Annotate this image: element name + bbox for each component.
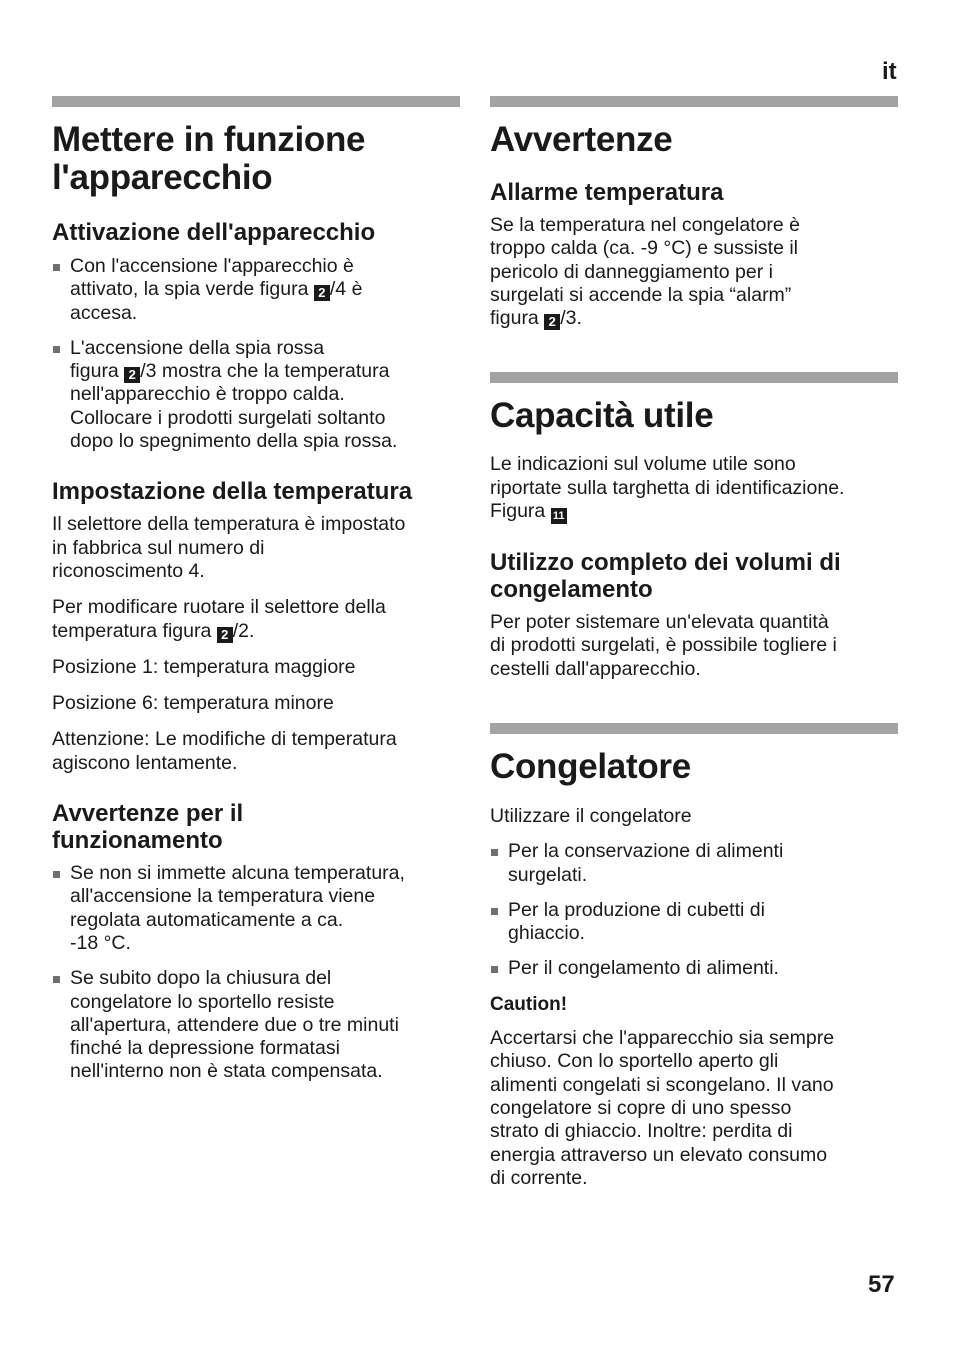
- section-title: [52, 121, 464, 197]
- subheading-volume: [490, 549, 902, 603]
- text-line: congelatore si copre di uno spesso: [490, 1096, 792, 1119]
- text-line: Le indicazioni sul volume utile sono: [490, 453, 796, 476]
- activation-list: [52, 255, 464, 453]
- list-item: [490, 899, 902, 946]
- subheading-alarm: Allarme temperatura: [490, 179, 724, 206]
- figure-ref-icon: 2: [544, 314, 560, 330]
- section-title: Avvertenze: [490, 120, 673, 159]
- title-line: l'apparecchio: [52, 158, 273, 197]
- text-line: di corrente.: [490, 1166, 588, 1189]
- text-line: Per la conservazione di alimenti: [508, 840, 784, 863]
- heading-line: funzionamento: [52, 827, 223, 855]
- text-line: alimenti congelati si scongelano. Il vano: [490, 1073, 834, 1096]
- text-line: Accertarsi che l'apparecchio sia sempre: [490, 1027, 835, 1050]
- subheading-temperature: Impostazione della temperatura: [52, 478, 413, 506]
- text-line: energia attraverso un elevato consumo: [490, 1143, 828, 1166]
- section-rule: [490, 723, 898, 734]
- text-line: figura: [70, 360, 125, 383]
- section-rule: [52, 96, 460, 107]
- attention-label: Attenzione:: [52, 728, 150, 751]
- text-line: attivato, la spia verde figura: [70, 278, 314, 301]
- bullet-icon: [53, 976, 60, 983]
- paragraph: [52, 513, 464, 583]
- text-line: Collocare i prodotti surgelati soltanto: [70, 406, 386, 429]
- text-line: Con l'accensione l'apparecchio è: [70, 255, 354, 277]
- text-line: agiscono lentamente.: [52, 751, 238, 774]
- text-line: accesa.: [70, 301, 138, 324]
- text-fragment: Le modifiche di temperatura: [149, 728, 397, 751]
- text-line: L'accensione della spia rossa: [70, 336, 325, 359]
- position-1-text: Posizione 1: temperatura maggiore: [52, 655, 356, 678]
- position-6-text: Posizione 6: temperatura minore: [52, 692, 334, 715]
- text-line: cestelli dall'apparecchio.: [490, 657, 701, 680]
- text-line: temperatura figura: [52, 619, 217, 642]
- text-line: finché la depressione formatasi: [70, 1037, 340, 1060]
- text-line: Se subito dopo la chiusura del: [70, 967, 332, 990]
- attention-note: [52, 728, 464, 775]
- list-item: [52, 862, 464, 955]
- text-line: pericolo di danneggiamento per i: [490, 260, 773, 283]
- heading-line: Avvertenze per il: [52, 800, 244, 828]
- text-line: Figura: [490, 500, 551, 523]
- text-line: Per poter sistemare un'elevata quantità: [490, 611, 829, 634]
- text-line: surgelati.: [508, 863, 588, 886]
- text-line: dopo lo spegnimento della spia rossa.: [70, 430, 398, 453]
- text-line: riportate sulla targhetta di identificazione.: [490, 476, 845, 499]
- title-line: Mettere in funzione: [52, 120, 366, 159]
- figure-ref-icon: 2: [124, 367, 140, 383]
- section-rule: [490, 372, 898, 383]
- bullet-icon: [53, 264, 60, 271]
- bullet-icon: [491, 849, 498, 856]
- text-line: congelatore lo sportello resiste: [70, 990, 335, 1013]
- list-item: [490, 957, 902, 980]
- paragraph: [490, 1027, 902, 1190]
- text-line: di prodotti surgelati, è possibile togliere i: [490, 634, 837, 657]
- figure-ref-icon: 11: [551, 508, 567, 524]
- right-column: [490, 96, 902, 1190]
- paragraph: [490, 214, 902, 330]
- text-line: in fabbrica sul numero di: [52, 536, 265, 559]
- section-title: Congelatore: [490, 746, 691, 786]
- paragraph: [490, 453, 902, 524]
- text-line: all'apertura, attendere due o tre minuti: [70, 1013, 399, 1036]
- text-line: all'accensione la temperatura viene: [70, 885, 376, 908]
- text-line: Per il congelamento di alimenti.: [508, 957, 779, 980]
- list-item: [52, 255, 464, 325]
- paragraph: [490, 611, 902, 681]
- text-fragment: /3.: [560, 307, 582, 330]
- section-title: Capacità utile: [490, 396, 714, 436]
- paragraph: [52, 596, 464, 643]
- text-line: Il selettore della temperatura è impostato: [52, 513, 406, 536]
- left-column: [52, 96, 464, 1084]
- operation-list: [52, 862, 464, 1084]
- page-number: 57: [868, 1271, 895, 1298]
- figure-ref-icon: 2: [314, 285, 330, 301]
- bullet-icon: [53, 871, 60, 878]
- text-line: Se la temperatura nel congelatore è: [490, 214, 801, 236]
- bullet-icon: [491, 966, 498, 973]
- text-line: -18 °C.: [70, 931, 131, 954]
- language-tag: it: [882, 58, 897, 85]
- list-item: [52, 337, 464, 453]
- text-line: regolata automaticamente a ca.: [70, 908, 344, 931]
- text-fragment: /3 mostra che la temperatura: [140, 360, 390, 383]
- text-line: nell'apparecchio è troppo calda.: [70, 383, 345, 406]
- subheading-operation: [52, 800, 464, 854]
- text-line: troppo calda (ca. -9 °C) e sussiste il: [490, 237, 799, 260]
- text-fragment: /2.: [232, 619, 255, 642]
- text-line: figura: [490, 307, 545, 330]
- freezer-list: [490, 840, 902, 980]
- heading-line: Utilizzo completo dei volumi di: [490, 549, 841, 577]
- caution-label: Caution!: [490, 993, 568, 1015]
- subheading-activation: Attivazione dell'apparecchio: [52, 219, 376, 246]
- text-line: riconoscimento 4.: [52, 559, 205, 582]
- text-line: ghiaccio.: [508, 922, 585, 945]
- bullet-icon: [491, 908, 498, 915]
- text-line: surgelati si accende la spia “alarm”: [490, 283, 792, 306]
- text-line: strato di ghiaccio. Inoltre: perdita di: [490, 1120, 793, 1143]
- heading-line: congelamento: [490, 576, 653, 604]
- text-line: Se non si immette alcuna temperatura,: [70, 862, 405, 885]
- text-line: nell'interno non è stata compensata.: [70, 1060, 383, 1083]
- text-line: Per la produzione di cubetti di: [508, 898, 765, 921]
- section-rule: [490, 96, 898, 107]
- paragraph: Utilizzare il congelatore: [490, 804, 692, 827]
- text-line: chiuso. Con lo sportello aperto gli: [490, 1050, 779, 1073]
- text-line: Per modificare ruotare il selettore della: [52, 596, 386, 619]
- list-item: [52, 967, 464, 1083]
- text-fragment: /4 è: [329, 278, 363, 301]
- bullet-icon: [53, 346, 60, 353]
- figure-ref-icon: 2: [217, 627, 233, 643]
- list-item: [490, 840, 902, 887]
